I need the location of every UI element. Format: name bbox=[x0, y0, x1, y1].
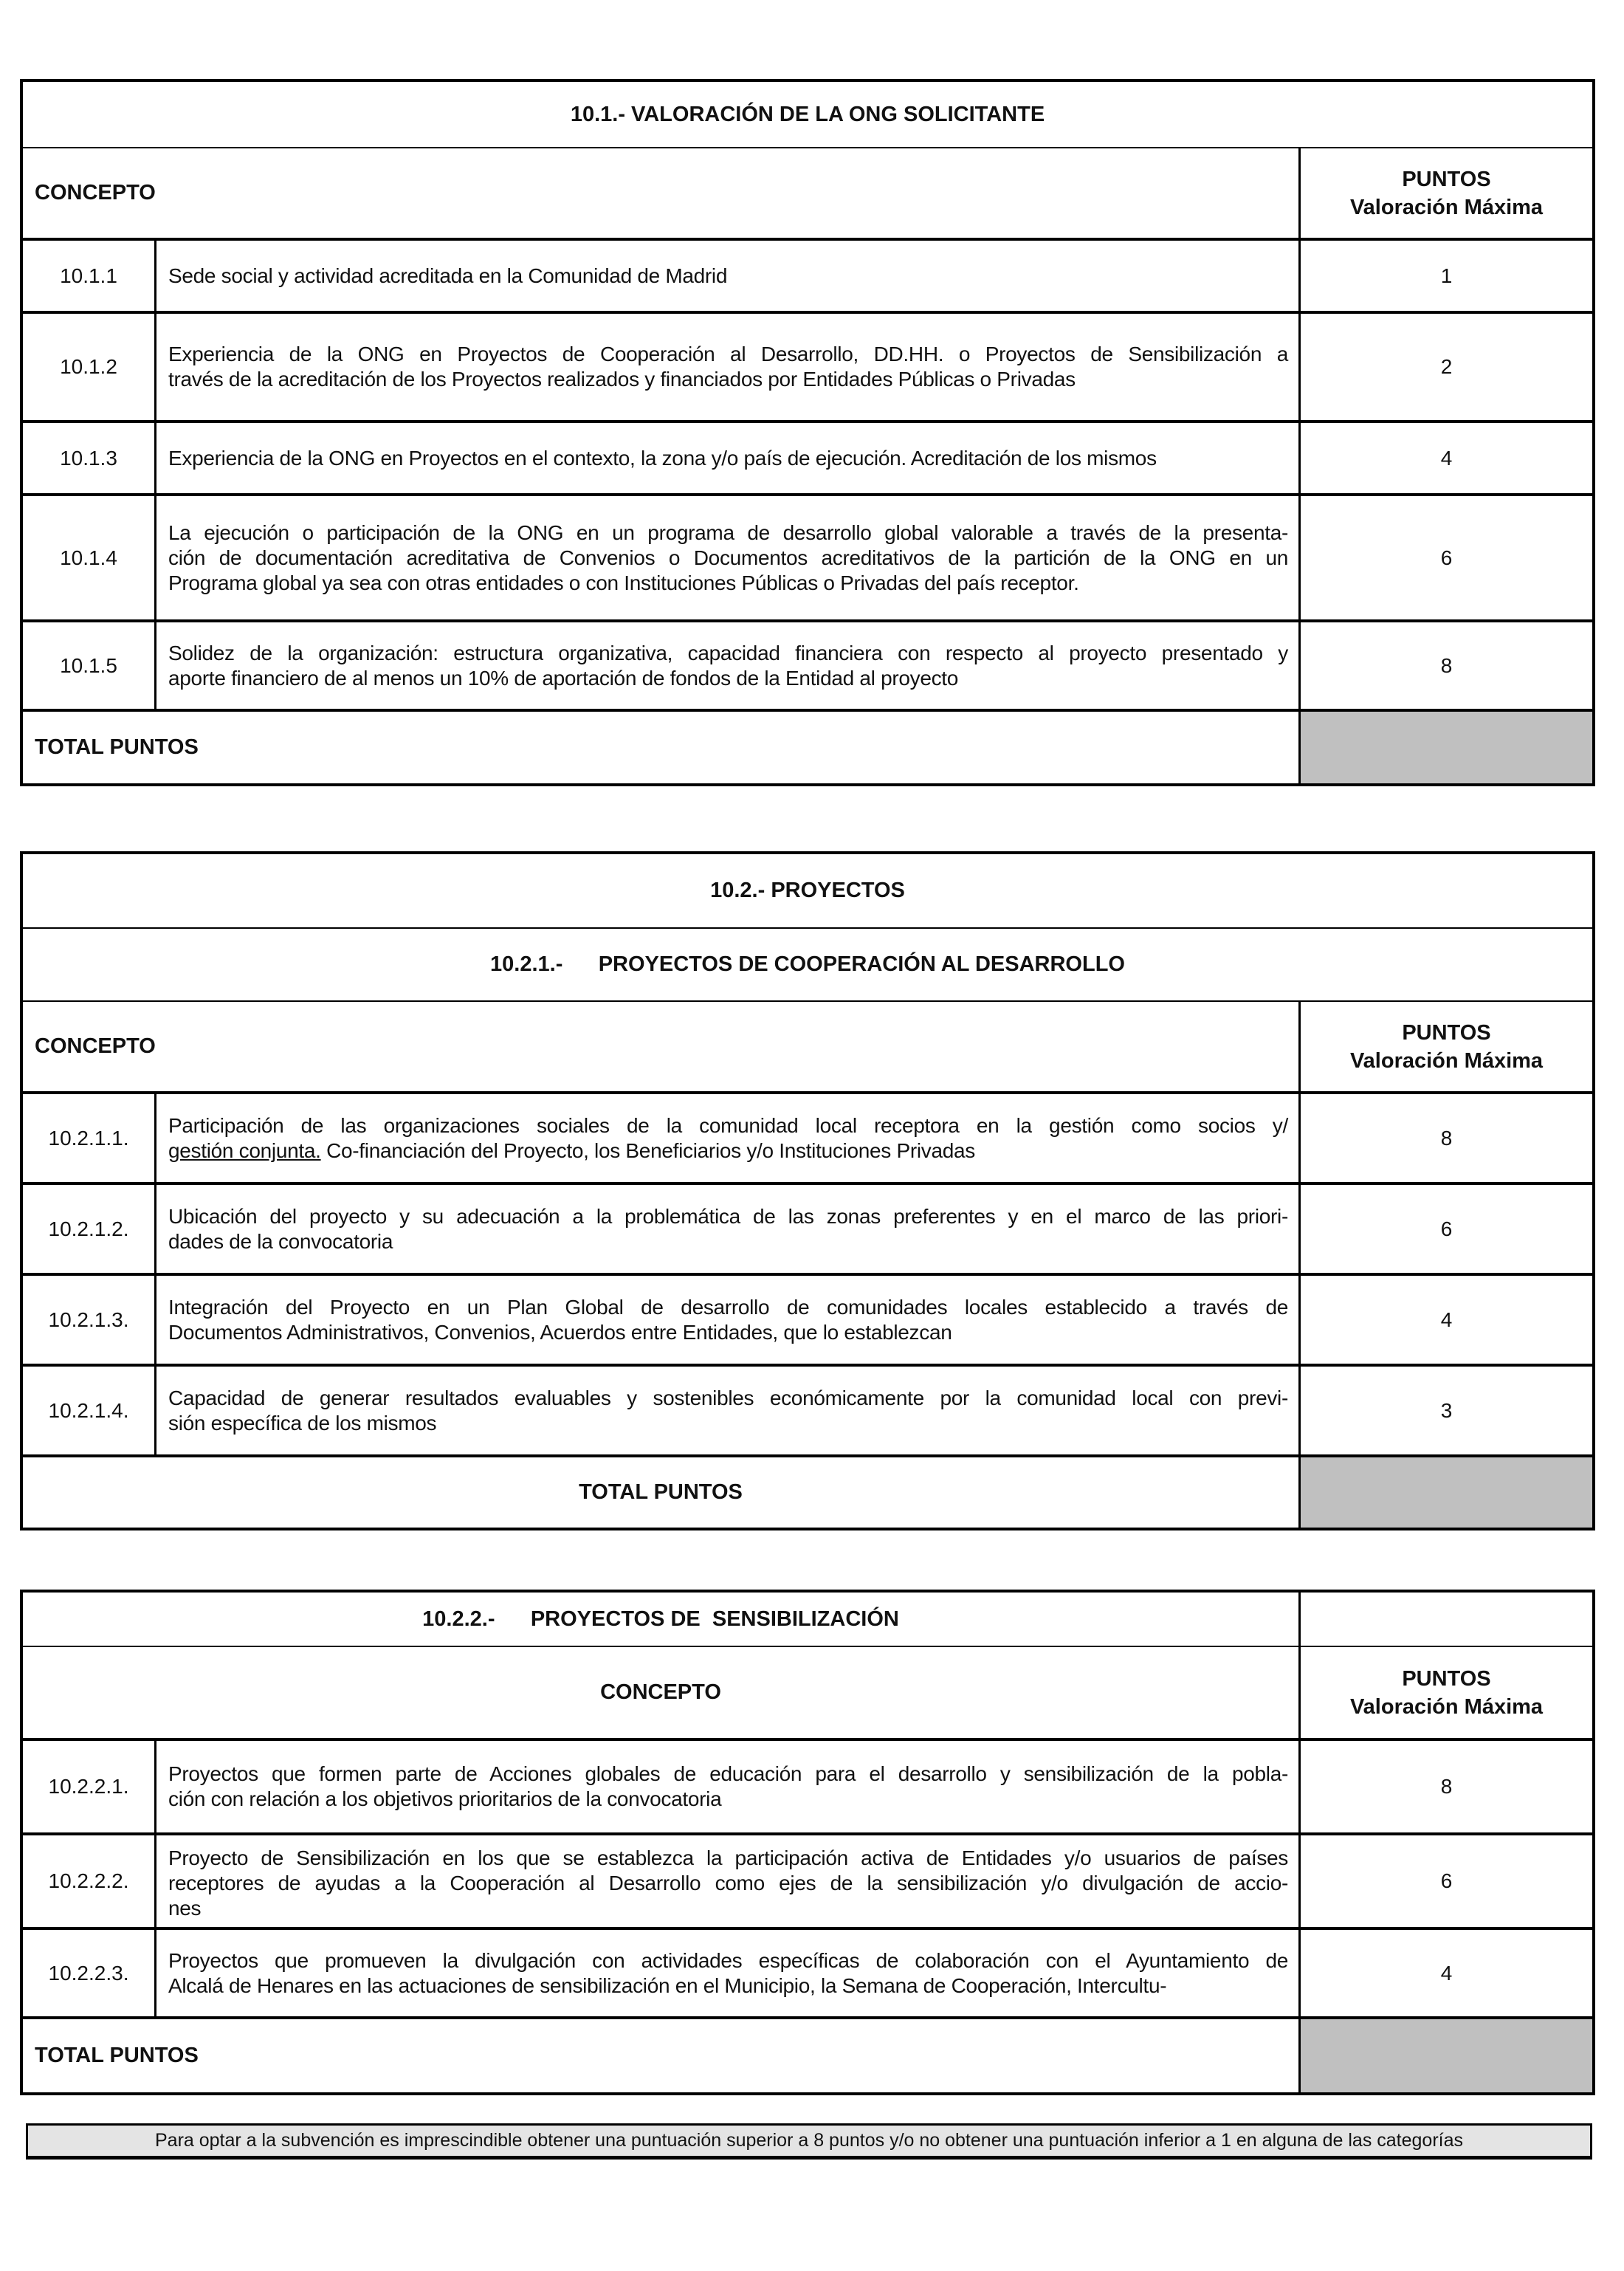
criteria-row bbox=[23, 1091, 1592, 1182]
total-row bbox=[23, 709, 1592, 783]
description-line: Participación de las organizaciones sociales de la comunidad local receptora en la gestión como socios y/ bbox=[168, 1113, 1288, 1137]
criteria-description bbox=[156, 1367, 1301, 1454]
total-label: TOTAL PUNTOS bbox=[23, 2019, 1301, 2092]
criteria-code: 10.1.4 bbox=[23, 496, 156, 619]
criteria-points: 3 bbox=[1440, 1398, 1453, 1422]
subtitle-row bbox=[23, 927, 1592, 1000]
table-valoracion-ong bbox=[20, 79, 1595, 786]
criteria-description bbox=[156, 1835, 1301, 1927]
description-line: Proyectos que promueven la divulgación con actividades específicas de colaboración con el Ayuntamiento de bbox=[168, 1948, 1288, 1972]
empty-cell bbox=[1301, 1593, 1592, 1646]
underlined-text: gestión conjunta. bbox=[168, 1138, 321, 1162]
total-label: TOTAL PUNTOS bbox=[23, 1457, 1301, 1528]
description-line: Alcalá de Henares en las actuaciones de sensibilización en el Municipio, la Semana de Cooperación, Intercultu- bbox=[168, 1973, 1167, 1997]
criteria-code: 10.2.1.2. bbox=[23, 1185, 156, 1273]
concepto-header: CONCEPTO bbox=[23, 1002, 1301, 1091]
criteria-points: 6 bbox=[1440, 546, 1453, 569]
description-line: Ubicación del proyecto y su adecuación a la problemática de las zonas preferentes y en el marco de las priori- bbox=[168, 1204, 1288, 1228]
description-line: gestión conjunta. Co-financiación del Proyecto, los Beneficiarios y/o Instituciones Privadas bbox=[168, 1138, 976, 1162]
criteria-description bbox=[156, 241, 1301, 311]
criteria-description bbox=[156, 1185, 1301, 1273]
criteria-points: 4 bbox=[1440, 1961, 1453, 1985]
table-title: 10.2.2.- PROYECTOS DE SENSIBILIZACIÓN bbox=[23, 1593, 1301, 1646]
description-line: Sede social y actividad acreditada en la Comunidad de Madrid bbox=[168, 264, 728, 287]
description-line: Solidez de la organización: estructura organizativa, capacidad financiera con respecto al proyecto presentado y bbox=[168, 641, 1288, 664]
description-line: Programa global ya sea con otras entidades o con Instituciones Públicas o Privadas del país receptor. bbox=[168, 571, 1079, 594]
criteria-description bbox=[156, 496, 1301, 619]
description-line: Proyectos que formen parte de Acciones globales de educación para el desarrollo y sensibilización de la pobla- bbox=[168, 1762, 1288, 1785]
total-value-cell bbox=[1301, 2019, 1592, 2092]
criteria-code: 10.1.2 bbox=[23, 314, 156, 420]
criteria-description bbox=[156, 314, 1301, 420]
puntos-header bbox=[1301, 1002, 1592, 1091]
criteria-code: 10.2.1.4. bbox=[23, 1367, 156, 1454]
total-row bbox=[23, 2016, 1592, 2092]
criteria-code: 10.2.2.2. bbox=[23, 1835, 156, 1927]
criteria-description bbox=[156, 1741, 1301, 1832]
description-line: aporte financiero de al menos un 10% de aportación de fondos de la Entidad al proyecto bbox=[168, 666, 959, 690]
criteria-points: 4 bbox=[1440, 1308, 1453, 1331]
puntos-header bbox=[1301, 148, 1592, 238]
criteria-row bbox=[23, 493, 1592, 619]
table-title: 10.2.- PROYECTOS bbox=[710, 879, 905, 902]
title-row bbox=[23, 82, 1592, 147]
puntos-header bbox=[1301, 1647, 1592, 1738]
criteria-code: 10.2.1.1. bbox=[23, 1094, 156, 1182]
table-proyectos-cooperacion bbox=[20, 851, 1595, 1530]
criteria-row bbox=[23, 311, 1592, 420]
concepto-header: CONCEPTO bbox=[23, 148, 1301, 238]
description-line: dades de la convocatoria bbox=[168, 1229, 393, 1253]
header-row bbox=[23, 147, 1592, 238]
description-line: sión específica de los mismos bbox=[168, 1411, 437, 1435]
table-subtitle: 10.2.1.- PROYECTOS DE COOPERACIÓN AL DESARROLLO bbox=[490, 952, 1125, 976]
valoracion-label: Valoración Máxima bbox=[1349, 1048, 1544, 1073]
description-line: receptores de ayudas a la Cooperación al Desarrollo como ejes de la sensibilización y/o divulgación de accio- bbox=[168, 1872, 1288, 1894]
criteria-points: 8 bbox=[1440, 1775, 1453, 1798]
criteria-row bbox=[23, 1927, 1592, 2016]
criteria-code: 10.2.1.3. bbox=[23, 1276, 156, 1364]
puntos-label: PUNTOS bbox=[1402, 1020, 1491, 1045]
description-line: Experiencia de la ONG en Proyectos de Cooperación al Desarrollo, DD.HH. o Proyectos de Sensibilización a bbox=[168, 343, 1288, 365]
header-row bbox=[23, 1000, 1592, 1091]
criteria-code: 10.1.3 bbox=[23, 423, 156, 493]
criteria-points: 2 bbox=[1440, 355, 1453, 378]
criteria-points: 1 bbox=[1440, 264, 1453, 287]
description-line: ción con relación a los objetivos prioritarios de la convocatoria bbox=[168, 1787, 722, 1810]
table-proyectos-sensibilizacion bbox=[20, 1590, 1595, 2095]
total-value-cell bbox=[1301, 1457, 1592, 1528]
criteria-code: 10.2.2.3. bbox=[23, 1930, 156, 2016]
total-row bbox=[23, 1454, 1592, 1528]
criteria-row bbox=[23, 619, 1592, 709]
criteria-points: 6 bbox=[1440, 1217, 1453, 1240]
requirement-note: Para optar a la subvención es imprescindible obtener una puntuación superior a 8 puntos y/o no obtener una puntuación inferior a 1 en alguna de las categorías bbox=[26, 2123, 1592, 2160]
description-line: nes bbox=[168, 1897, 202, 1920]
description-line: Experiencia de la ONG en Proyectos en el contexto, la zona y/o país de ejecución. Acreditación de los mismos bbox=[168, 446, 1157, 470]
criteria-points: 4 bbox=[1440, 446, 1453, 470]
criteria-row bbox=[23, 1364, 1592, 1454]
description-line: Capacidad de generar resultados evaluables y sostenibles económicamente por la comunidad local con previ- bbox=[168, 1386, 1288, 1409]
title-row bbox=[23, 1593, 1592, 1646]
description-line: Proyecto de Sensibilización en los que se establezca la participación activa de Entidades y/o usuarios de países bbox=[168, 1846, 1288, 1869]
description-line: La ejecución o participación de la ONG en un programa de desarrollo global valorable a través de la presenta- bbox=[168, 520, 1288, 544]
criteria-description bbox=[156, 1930, 1301, 2016]
criteria-description bbox=[156, 1094, 1301, 1182]
table-title: 10.1.- VALORACIÓN DE LA ONG SOLICITANTE bbox=[570, 102, 1045, 126]
puntos-label: PUNTOS bbox=[1402, 1666, 1491, 1691]
total-label: TOTAL PUNTOS bbox=[23, 712, 1301, 783]
total-value-cell bbox=[1301, 712, 1592, 783]
valoracion-label: Valoración Máxima bbox=[1349, 195, 1544, 219]
criteria-row bbox=[23, 238, 1592, 311]
criteria-row bbox=[23, 420, 1592, 493]
header-row bbox=[23, 1646, 1592, 1738]
criteria-description bbox=[156, 423, 1301, 493]
criteria-row bbox=[23, 1182, 1592, 1273]
description-line: Integración del Proyecto en un Plan Global de desarrollo de comunidades locales establecido a través de bbox=[168, 1295, 1288, 1319]
criteria-row bbox=[23, 1273, 1592, 1364]
criteria-points: 6 bbox=[1440, 1869, 1453, 1892]
title-row bbox=[23, 854, 1592, 927]
concepto-header: CONCEPTO bbox=[23, 1647, 1301, 1738]
criteria-description bbox=[156, 622, 1301, 709]
description-line: ción de documentación acreditativa de Convenios o Documentos acreditativos de la partición de la ONG en un bbox=[168, 546, 1288, 569]
criteria-code: 10.2.2.1. bbox=[23, 1741, 156, 1832]
criteria-row bbox=[23, 1738, 1592, 1832]
criteria-code: 10.1.5 bbox=[23, 622, 156, 709]
criteria-row bbox=[23, 1832, 1592, 1927]
criteria-points: 8 bbox=[1440, 1126, 1453, 1150]
puntos-label: PUNTOS bbox=[1402, 167, 1491, 191]
criteria-code: 10.1.1 bbox=[23, 241, 156, 311]
description-line: través de la acreditación de los Proyectos realizados y financiados por Entidades Públicas o Privadas bbox=[168, 368, 1076, 391]
description-line: Documentos Administrativos, Convenios, Acuerdos entre Entidades, que lo establezcan bbox=[168, 1320, 952, 1344]
criteria-points: 8 bbox=[1440, 653, 1453, 677]
criteria-description bbox=[156, 1276, 1301, 1364]
valoracion-label: Valoración Máxima bbox=[1349, 1694, 1544, 1719]
